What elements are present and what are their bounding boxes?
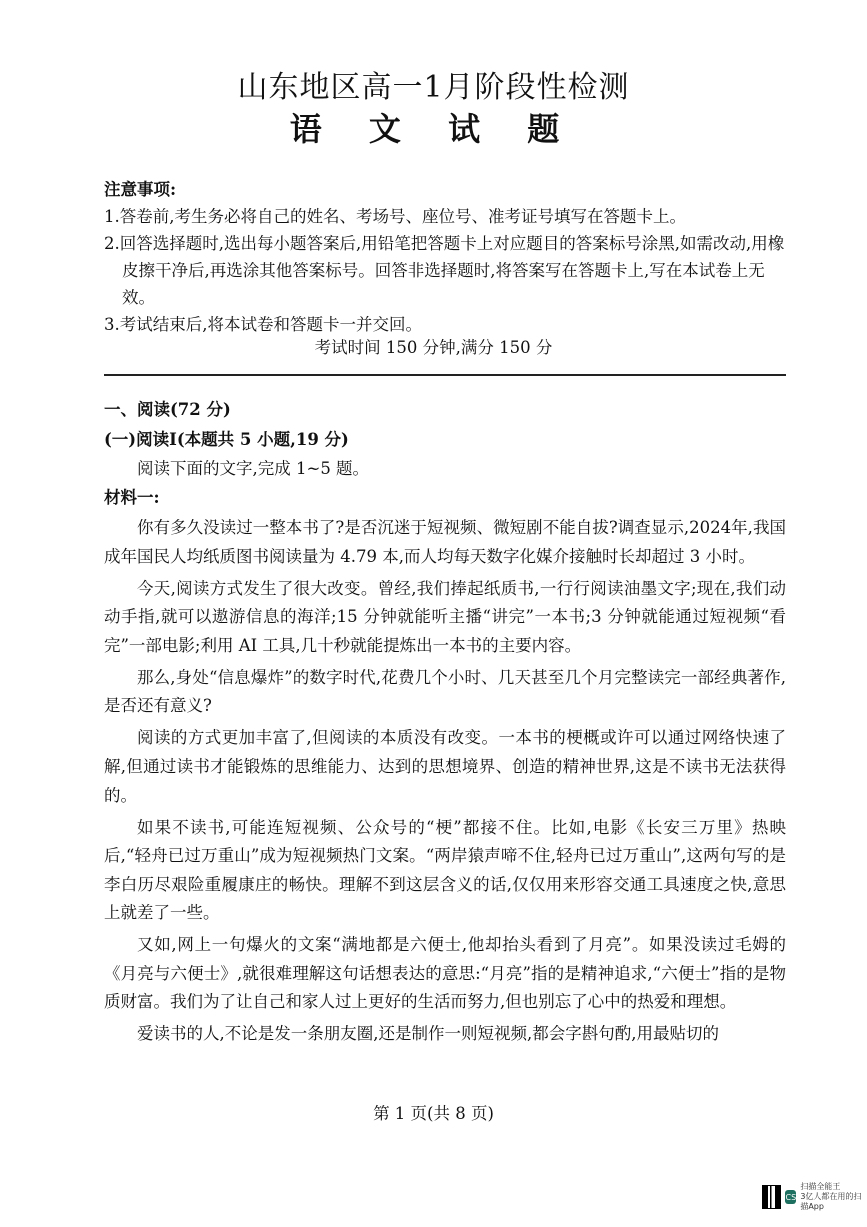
page-number: 第 1 页(共 8 页) [373, 1104, 494, 1123]
qr-code-icon [762, 1185, 781, 1209]
paragraph: 又如,网上一句爆火的文案“满地都是六便士,他却抬头看到了月亮”。如果没读过毛姆的《月亮与六便士》,就很难理解这句话想表达的意思:“月亮”指的是精神追求,“六便士”指的是物质财富。我们为了让自己和家人过上更好的生活而努力,但也别忘了心中的热爱和理想。 [104, 935, 786, 1012]
exam-subject: 语 文 试 题 [289, 110, 578, 148]
exam-title: 山东地区高一1月阶段性检测 [237, 70, 630, 105]
scanner-watermark [762, 1182, 867, 1212]
subpart-heading: (一)阅读Ⅰ(本题共 5 小题,19 分) [104, 430, 349, 449]
watermark-text [800, 1182, 867, 1212]
paragraph: 如果不读书,可能连短视频、公众号的“梗”都接不住。比如,电影《长安三万里》热映后,“轻舟已过万重山”成为短视频热门文案。“两岸猿声啼不住,轻舟已过万重山”,这两句写的是李白历尽艰险重履康庄的畅快。理解不到这层含义的话,仅仅用来形容交通工具速度之快,意思上就差了一些。 [104, 817, 786, 923]
part-heading: 一、阅读(72 分) [104, 400, 231, 419]
watermark-tagline: 3亿人都在用的扫描App [800, 1192, 862, 1211]
notes-item-2: 2.回答选择题时,选出每小题答案后,用铅笔把答题卡上对应题目的答案标号涂黑,如需改动,用橡皮擦干净后,再选涂其他答案标号。回答非选择题时,将答案写在答题卡上,写在本试卷上无效。 [104, 234, 785, 307]
notes-heading: 注意事项: [104, 180, 177, 199]
paragraph: 爱读书的人,不论是发一条朋友圈,还是制作一则短视频,都会字斟句酌,用最贴切的 [137, 1024, 719, 1044]
material-label: 材料一: [104, 488, 160, 507]
paragraph: 阅读的方式更加丰富了,但阅读的本质没有改变。一本书的梗概或许可以通过网络快速了解,但通过读书才能锻炼的思维能力、达到的思想境界、创造的精神世界,这是不读书无法获得的。 [104, 728, 786, 805]
divider-line [104, 374, 786, 376]
notes-item-1: 1.答卷前,考生务必将自己的姓名、考场号、座位号、准考证号填写在答题卡上。 [104, 207, 686, 226]
paragraph: 今天,阅读方式发生了很大改变。曾经,我们捧起纸质书,一行行阅读油墨文字;现在,我们动动手指,就可以遨游信息的海洋;15 分钟就能听主播“讲完”一本书;3 分钟就能通过短视频“看完”一部电影;利用 AI 工具,几十秒就能提炼出一本书的主要内容。 [104, 578, 786, 655]
watermark-app-name: 扫描全能王 [800, 1182, 841, 1191]
exam-time: 考试时间 150 分钟,满分 150 分 [314, 338, 553, 357]
reading-passage [104, 514, 786, 1052]
paragraph: 你有多久没读过一整本书了?是否沉迷于短视频、微短剧不能自拔?调查显示,2024年,我国成年国民人均纸质图书阅读量为 4.79 本,而人均每天数字化媒介接触时长却超过 3 小时。 [104, 518, 786, 566]
notes-block [104, 176, 794, 338]
camscanner-logo-icon: CS [785, 1190, 796, 1204]
notes-item-3: 3.考试结束后,将本试卷和答题卡一并交回。 [104, 315, 422, 334]
instruction: 阅读下面的文字,完成 1~5 题。 [137, 459, 370, 478]
paragraph: 那么,身处“信息爆炸”的数字时代,花费几个小时、几天甚至几个月完整读完一部经典著作,是否还有意义? [104, 667, 786, 716]
